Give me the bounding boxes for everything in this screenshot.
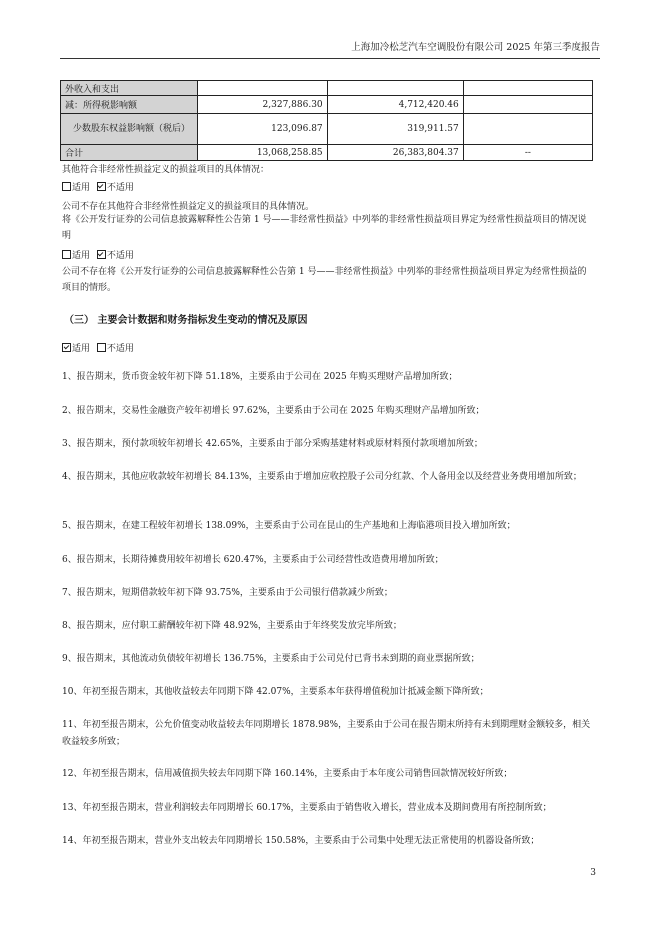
cell bbox=[463, 96, 592, 114]
list-item: 10、年初至报告期末，其他收益较去年同期下降 42.07%，主要系本年获得增值税加计抵减金额下降所致； bbox=[62, 687, 489, 697]
cell: 26,383,804.37 bbox=[327, 145, 463, 161]
applicability-line-2 bbox=[62, 249, 134, 263]
cell bbox=[463, 81, 592, 96]
list-item: 6、报告期末，长期待摊费用较年初增长 620.47%，主要系由于公司经营性改造费用增加所致； bbox=[62, 555, 444, 565]
reclass-title: 将《公开发行证券的公司信息披露解释性公告第 1 号——非经常性损益》中列举的非经常性损益项目界定为经常性损益项目的情况说明 bbox=[62, 215, 587, 241]
applicability-line-3 bbox=[62, 342, 134, 356]
other-items-text: 公司不存在其他符合非经常性损益定义的损益项目的具体情况。 bbox=[62, 202, 315, 212]
row-label: 合计 bbox=[61, 145, 198, 161]
page-number: 3 bbox=[590, 868, 596, 878]
cell: 4,712,420.46 bbox=[327, 96, 463, 114]
cell: 2,327,886.30 bbox=[198, 96, 327, 114]
checkbox-unchecked-icon bbox=[62, 250, 71, 259]
list-item: 1、报告期末，货币资金较年初下降 51.18%，主要系由于公司在 2025 年购买理财产品增加所致； bbox=[62, 372, 458, 382]
section-heading: （三） 主要会计数据和财务指标发生变动的情况及原因 bbox=[64, 315, 308, 326]
cell: 123,096.87 bbox=[198, 114, 327, 145]
list-item: 9、报告期末，其他流动负债较年初增长 136.75%，主要系由于公司兑付已背书未到期的商业票据所致； bbox=[62, 654, 480, 664]
cell bbox=[463, 114, 592, 145]
cell bbox=[198, 81, 327, 96]
report-title: 上海加冷松芝汽车空调股份有限公司 2025 年第三季度报告 bbox=[351, 42, 600, 53]
applicability-line-1 bbox=[62, 181, 134, 195]
not-applicable-label: 不适用 bbox=[106, 251, 134, 261]
list-item: 5、报告期末，在建工程较年初增长 138.09%，主要系由于公司在昆山的生产基地和上海临港项目投入增加所致； bbox=[62, 521, 516, 531]
row-label: 少数股东权益影响额（税后） bbox=[61, 114, 198, 145]
table-row bbox=[61, 114, 593, 145]
checkbox-checked-icon bbox=[62, 343, 71, 352]
cell: 13,068,258.85 bbox=[198, 145, 327, 161]
checkbox-checked-icon bbox=[97, 182, 106, 191]
cell: -- bbox=[463, 145, 592, 161]
list-item: 7、报告期末，短期借款较年初下降 93.75%，主要系由于公司银行借款减少所致； bbox=[62, 588, 393, 598]
page-header bbox=[60, 40, 600, 59]
list-item: 13、年初至报告期末，营业利润较去年同期增长 60.17%，主要系由于销售收入增长，营业成本及期间费用有所控制所致； bbox=[62, 803, 552, 813]
not-applicable-label: 不适用 bbox=[106, 344, 134, 354]
table-row bbox=[61, 145, 593, 161]
checkbox-unchecked-icon bbox=[62, 182, 71, 191]
reclass-text: 公司不存在将《公开发行证券的公司信息披露解释性公告第 1 号——非经常性损益》中列举的非经常性损益项目界定为经常性损益的项目的情形。 bbox=[62, 267, 587, 293]
row-label: 减：所得税影响额 bbox=[61, 96, 198, 114]
list-item: 4、报告期末，其他应收款较年初增长 84.13%，主要系由于增加应收控股子公司分红款、个人备用金以及经营业务费用增加所致； bbox=[62, 472, 582, 482]
applicable-label: 适用 bbox=[72, 183, 91, 193]
checkbox-checked-icon bbox=[97, 250, 106, 259]
table-row bbox=[61, 81, 593, 96]
list-item: 3、报告期末，预付款项较年初增长 42.65%，主要系由于部分采购基建材料或原材料预付款项增加所致； bbox=[62, 439, 483, 449]
list-item: 11、年初至报告期末，公允价值变动收益较去年同期增长 1878.98%，主要系由于公司在报告期末所持有未到期理财金额较多，相关收益较多所致； bbox=[62, 720, 591, 747]
applicable-label: 适用 bbox=[72, 344, 91, 354]
list-item: 2、报告期末，交易性金融资产较年初增长 97.62%，主要系由于公司在 2025 年购买理财产品增加所致； bbox=[62, 406, 485, 416]
list-item: 12、年初至报告期末，信用减值损失较去年同期下降 160.14%，主要系由于本年度公司销售回款情况较好所致； bbox=[62, 769, 513, 779]
table-row bbox=[61, 96, 593, 114]
cell: 319,911.57 bbox=[327, 114, 463, 145]
non-recurring-table bbox=[60, 80, 593, 161]
row-label: 外收入和支出 bbox=[61, 81, 198, 96]
list-item: 8、报告期末，应付职工薪酬较年初下降 48.92%，主要系由于年终奖发放完毕所致； bbox=[62, 621, 402, 631]
list-item: 14、年初至报告期末，营业外支出较去年同期增长 150.58%，主要系由于公司集中处理无法正常使用的机器设备所致； bbox=[62, 836, 540, 846]
cell bbox=[327, 81, 463, 96]
other-items-title: 其他符合非经常性损益定义的损益项目的具体情况： bbox=[62, 165, 270, 175]
checkbox-unchecked-icon bbox=[97, 343, 106, 352]
not-applicable-label: 不适用 bbox=[106, 183, 134, 193]
applicable-label: 适用 bbox=[72, 251, 91, 261]
